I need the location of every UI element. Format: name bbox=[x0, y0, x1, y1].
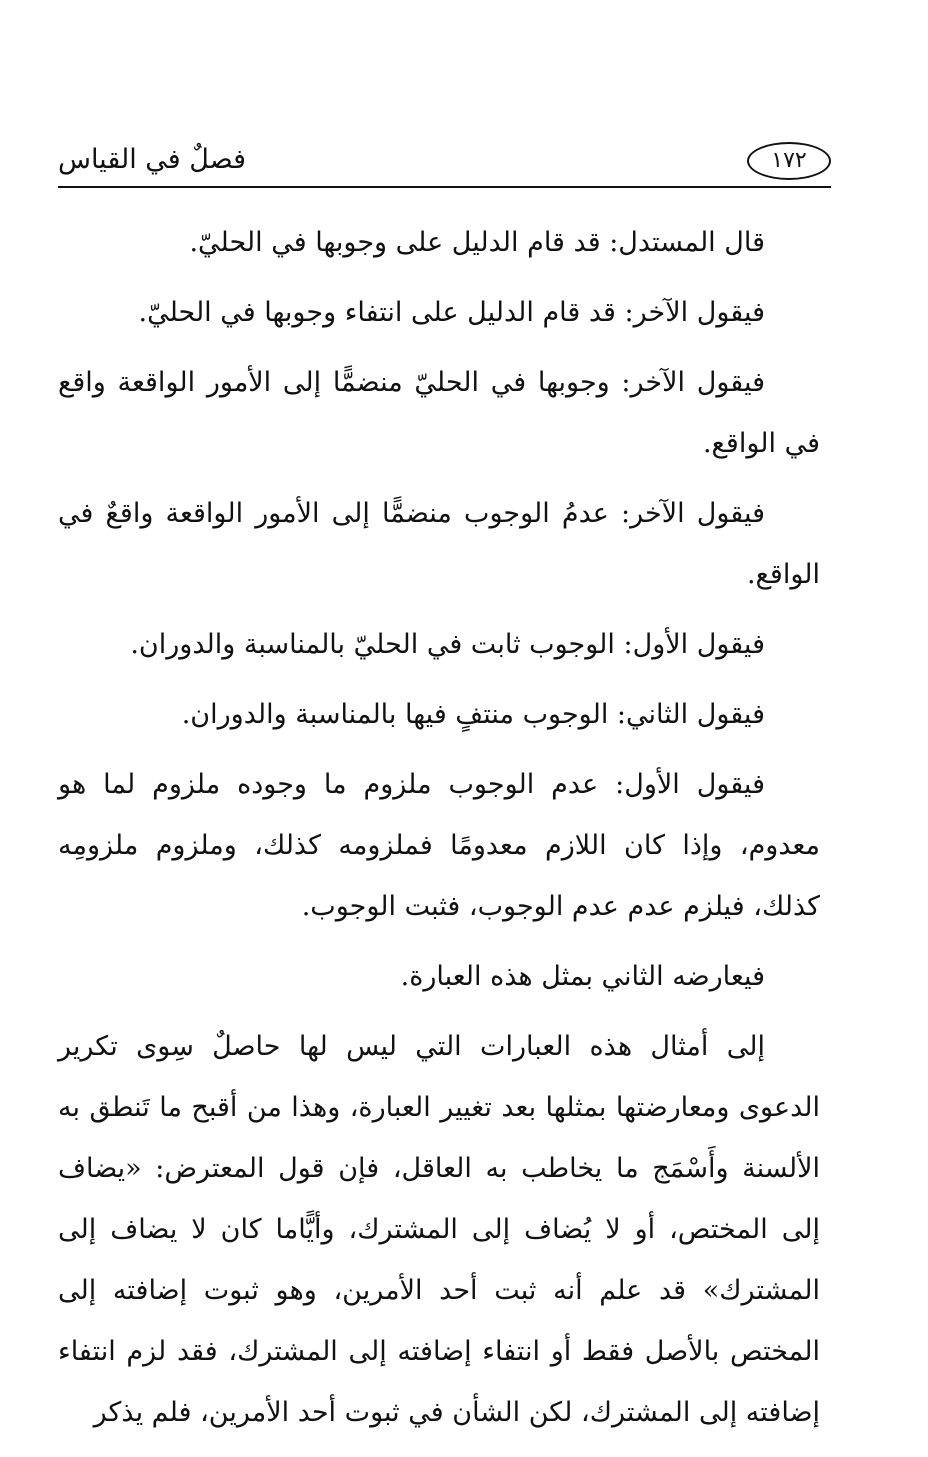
paragraph: فيقول الأول: الوجوب ثابت في الحليّ بالمناسبة والدوران. bbox=[130, 629, 765, 660]
body-text bbox=[58, 212, 820, 1443]
running-title: فصلٌ في القياس bbox=[58, 144, 247, 175]
paragraph: فيعارضه الثاني بمثل هذه العبارة. bbox=[400, 961, 765, 992]
page-number: ١٧٢ bbox=[747, 142, 831, 180]
paragraph: فيقول الآخر: قد قام الدليل على انتفاء وجوبها في الحليّ. bbox=[138, 297, 765, 328]
page-header bbox=[58, 140, 831, 188]
paragraph: قال المستدل: قد قام الدليل على وجوبها في الحليّ. bbox=[189, 227, 765, 258]
paragraph: إلى أمثال هذه العبارات التي ليس لها حاصلٌ سِوى تكرير الدعوى ومعارضتها بمثلها بعد تغيير العبارة، وهذا من أقبح ما تَنطق به الألسنة وأَسْمَج ما يخاطب به العاقل، فإن قول المعترض: «يضاف إلى المختص، أو لا يُضاف إلى المشترك، وأيًّاما كان لا يضاف إلى المشترك» قد علم أنه ثبت أحد الأمرين، وهو ثبوت إضافته إلى المختص بالأصل فقط أو انتفاء إضافته إلى المشترك، فقد لزم انتفاء إضافته إلى المشترك، لكن الشأن في ثبوت أحد الأمرين، فلم يذكر bbox=[58, 1031, 820, 1428]
paragraph: فيقول الثاني: الوجوب منتفٍ فيها بالمناسبة والدوران. bbox=[181, 699, 765, 730]
header-rule bbox=[58, 186, 831, 188]
paragraph: فيقول الآخر: عدمُ الوجوب منضمًّا إلى الأمور الواقعة واقعٌ في الواقع. bbox=[58, 498, 820, 590]
paragraph: فيقول الآخر: وجوبها في الحليّ منضمًّا إلى الأمور الواقعة واقع في الواقع. bbox=[58, 367, 820, 459]
paragraph: فيقول الأول: عدم الوجوب ملزوم ما وجوده ملزوم لما هو معدوم، وإذا كان اللازم معدومًا فملزومه كذلك، وملزوم ملزومِه كذلك، فيلزم عدم عدم الوجوب، فثبت الوجوب. bbox=[58, 769, 820, 922]
